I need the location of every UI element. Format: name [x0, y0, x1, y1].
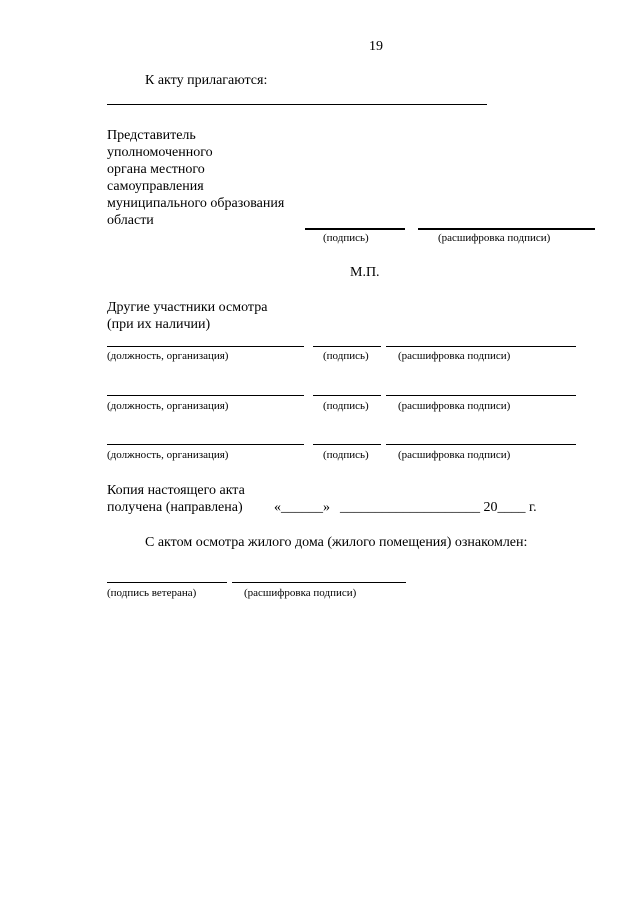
veteran-signature-caption: (подпись ветерана) [107, 587, 197, 599]
signature-caption: (подпись) [323, 449, 369, 461]
decryption-caption: (расшифровка подписи) [398, 400, 511, 412]
position-caption: (должность, организация) [107, 449, 229, 461]
signature-caption: (подпись) [323, 400, 369, 412]
representative-signature-line [305, 228, 405, 230]
signature-line [313, 444, 381, 445]
signature-line [313, 346, 381, 347]
representative-line: области [107, 213, 154, 228]
decryption-line [386, 444, 576, 445]
representative-line: самоуправления [107, 179, 204, 194]
representative-decryption-caption: (расшифровка подписи) [438, 232, 551, 244]
copy-line2: получена (направлена) [107, 500, 243, 515]
stamp-label: М.П. [350, 265, 380, 280]
other-participants-subtitle: (при их наличии) [107, 317, 211, 332]
page-number: 19 [369, 39, 383, 54]
position-line [107, 346, 304, 347]
decryption-caption: (расшифровка подписи) [398, 350, 511, 362]
copy-line1: Копия настоящего акта [107, 483, 245, 498]
position-line [107, 444, 304, 445]
copy-date-day: «______» [274, 500, 330, 515]
veteran-decryption-caption: (расшифровка подписи) [244, 587, 357, 599]
position-caption: (должность, организация) [107, 400, 229, 412]
representative-line: органа местного [107, 162, 205, 177]
attachments-blank-line [107, 104, 487, 105]
copy-date-rest: ____________________ 20____ г. [340, 500, 537, 515]
decryption-line [386, 395, 576, 396]
decryption-line [386, 346, 576, 347]
attachments-label: К акту прилагаются: [145, 73, 268, 88]
acknowledgement-text: С актом осмотра жилого дома (жилого помещения) ознакомлен: [145, 535, 528, 550]
position-line [107, 395, 304, 396]
signature-line [313, 395, 381, 396]
position-caption: (должность, организация) [107, 350, 229, 362]
decryption-caption: (расшифровка подписи) [398, 449, 511, 461]
representative-decryption-line [418, 228, 595, 230]
veteran-decryption-line [232, 582, 406, 583]
representative-line: муниципального образования [107, 196, 285, 211]
representative-line: уполномоченного [107, 145, 213, 160]
representative-signature-caption: (подпись) [323, 232, 369, 244]
signature-caption: (подпись) [323, 350, 369, 362]
veteran-signature-line [107, 582, 227, 583]
representative-line: Представитель [107, 128, 196, 143]
other-participants-title: Другие участники осмотра [107, 300, 268, 315]
